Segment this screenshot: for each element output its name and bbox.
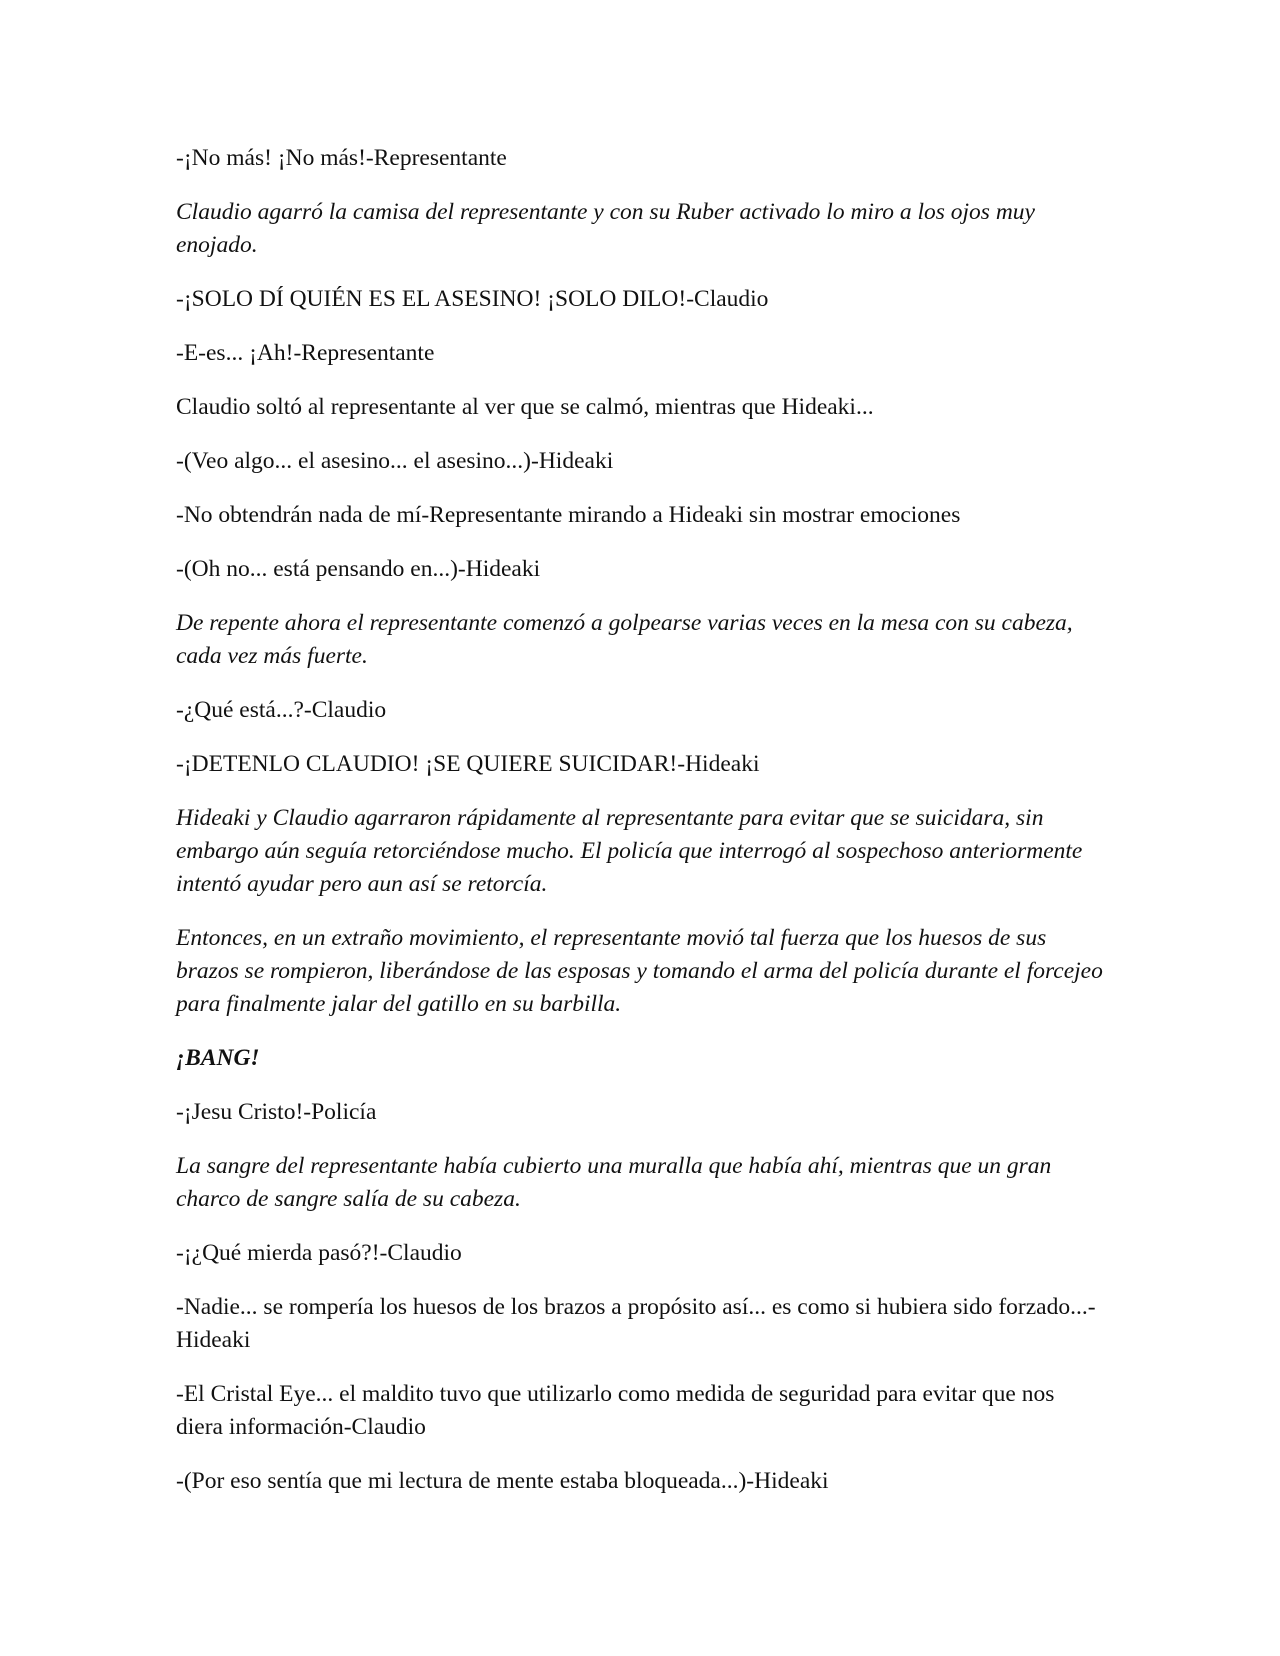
paragraph: -¡¿Qué mierda pasó?!-Claudio xyxy=(176,1240,462,1266)
paragraph: Claudio soltó al representante al ver que se calmó, mientras que Hideaki... xyxy=(176,394,874,420)
paragraph: -No obtendrán nada de mí-Representante mirando a Hideaki sin mostrar emociones xyxy=(176,502,961,528)
paragraph: -E-es... ¡Ah!-Representante xyxy=(176,340,435,366)
paragraph: Claudio agarró la camisa del representante y con su Ruber activado lo miro a los ojos muy enojado. xyxy=(176,199,1035,258)
paragraph: -(Oh no... está pensando en...)-Hideaki xyxy=(176,556,541,582)
paragraph: -¡No más! ¡No más!-Representante xyxy=(176,145,507,171)
document-page xyxy=(176,142,1106,1519)
paragraph: -El Cristal Eye... el maldito tuvo que utilizarlo como medida de seguridad para evitar que nos diera información-Claudio xyxy=(176,1381,1055,1440)
paragraph: -¡SOLO DÍ QUIÉN ES EL ASESINO! ¡SOLO DILO!-Claudio xyxy=(176,286,769,312)
sound-effect-heading: ¡BANG! xyxy=(176,1045,260,1071)
paragraph: La sangre del representante había cubierto una muralla que había ahí, mientras que un gran charco de sangre salía de su cabeza. xyxy=(176,1153,1052,1212)
paragraph: Hideaki y Claudio agarraron rápidamente al representante para evitar que se suicidara, sin embargo aún seguía retorciéndose mucho. El policía que interrogó al sospechoso anteriormente intentó ayudar pero aun así se retorcía. xyxy=(176,805,1083,897)
paragraph: -¿Qué está...?-Claudio xyxy=(176,697,387,723)
paragraph: -Nadie... se rompería los huesos de los brazos a propósito así... es como si hubiera sido forzado...-Hideaki xyxy=(176,1294,1096,1353)
paragraph: De repente ahora el representante comenzó a golpearse varias veces en la mesa con su cabeza, cada vez más fuerte. xyxy=(176,610,1073,669)
paragraph: -¡DETENLO CLAUDIO! ¡SE QUIERE SUICIDAR!-Hideaki xyxy=(176,751,760,777)
paragraph: Entonces, en un extraño movimiento, el representante movió tal fuerza que los huesos de sus brazos se rompieron, liberándose de las esposas y tomando el arma del policía durante el forcejeo para finalmente jalar del gatillo en su barbilla. xyxy=(176,925,1103,1017)
paragraph: -(Veo algo... el asesino... el asesino...)-Hideaki xyxy=(176,448,614,474)
paragraph: -(Por eso sentía que mi lectura de mente estaba bloqueada...)-Hideaki xyxy=(176,1468,829,1494)
paragraph: -¡Jesu Cristo!-Policía xyxy=(176,1099,377,1125)
